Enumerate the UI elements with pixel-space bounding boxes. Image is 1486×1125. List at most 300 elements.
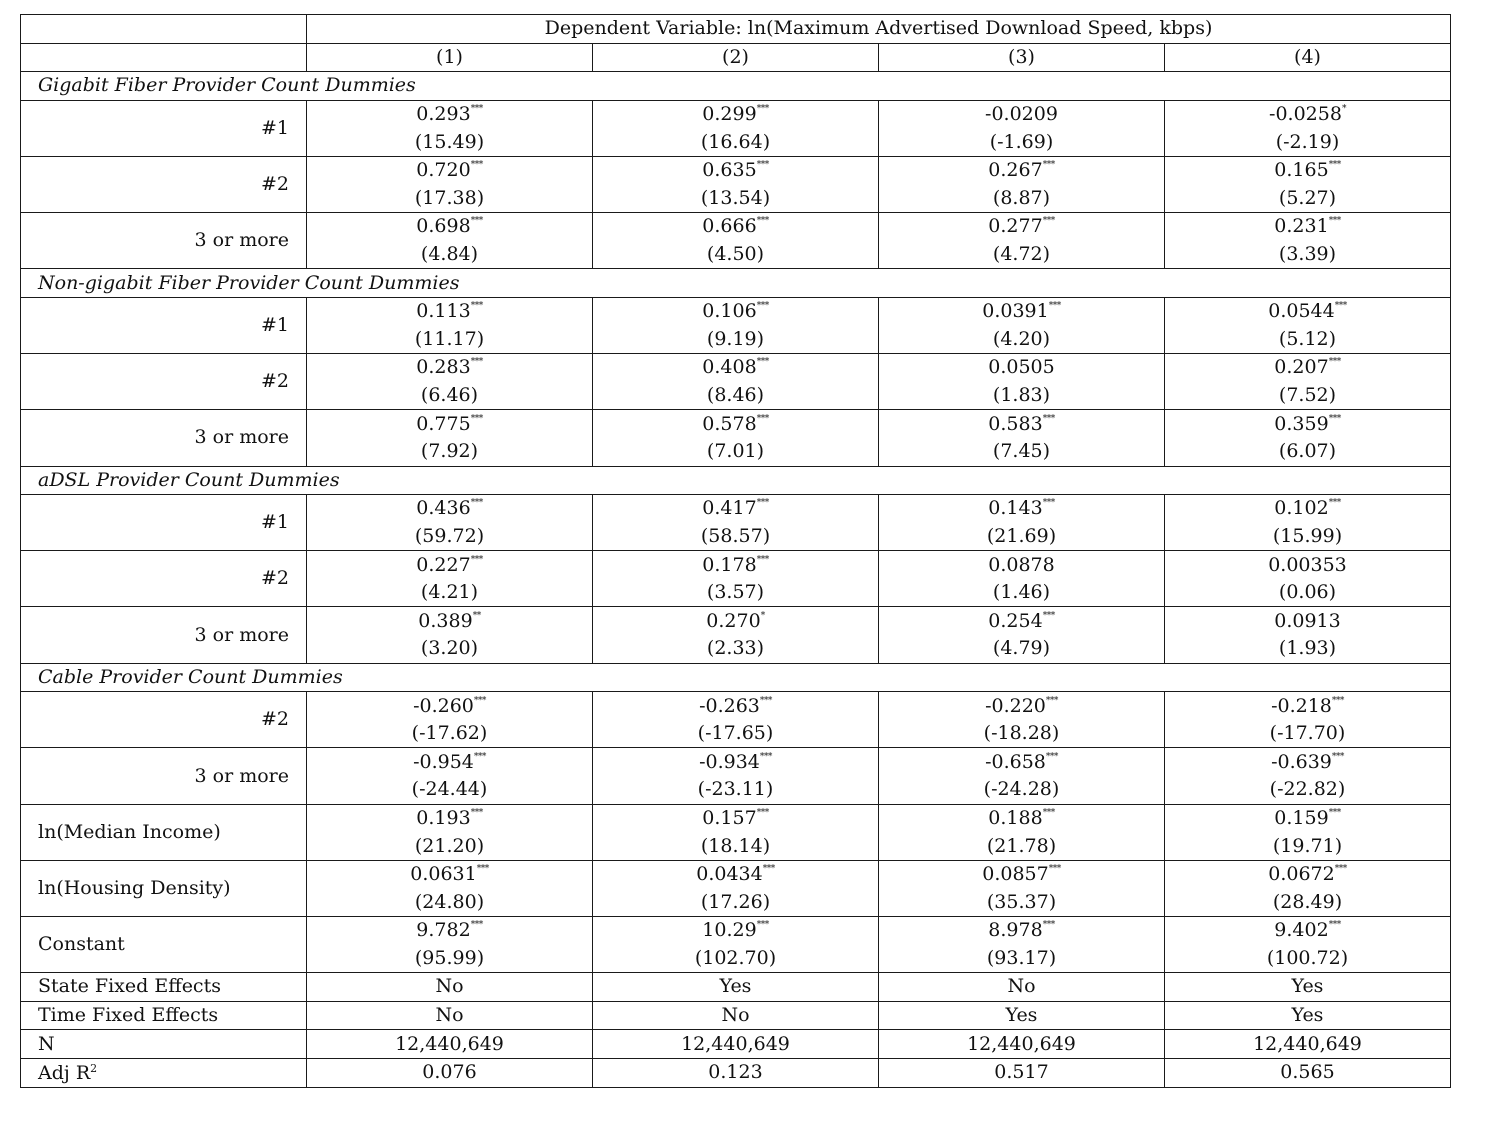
coefficient-value: 0.102 [1274,497,1329,520]
coefficient-cell [307,692,593,720]
dummy-coefficient-row [21,297,1451,325]
t-statistic-value: (4.79) [992,637,1051,660]
coefficient-value: -0.218 [1271,694,1332,717]
row-label-text: 3 or more [194,764,289,787]
coefficient-value: 0.193 [416,806,471,829]
t-statistic-cell [593,185,879,213]
t-statistic-cell [1165,382,1451,410]
coefficient-value: 0.227 [416,553,471,576]
coefficient-value: 0.0857 [982,863,1049,886]
coefficient-cell [1165,804,1451,832]
t-statistic-value: (-24.44) [411,778,488,801]
row-label-text: #2 [260,708,289,731]
coefficient-cell [593,692,879,720]
coefficient-cell [1165,860,1451,888]
coefficient-value: 0.0878 [988,553,1055,576]
coefficient-value: 0.436 [416,497,471,520]
coefficient-cell [879,213,1165,241]
significance-stars: *** [756,357,769,368]
t-statistic-cell [879,579,1165,607]
coefficient-cell [593,607,879,635]
coefficient-value: -0.260 [413,694,474,717]
t-statistic-value: (21.69) [986,524,1057,547]
control-label [21,860,307,916]
t-statistic-value: (-17.70) [1269,722,1346,745]
t-statistic-cell [307,888,593,916]
regression-table-container [20,14,1451,1088]
coefficient-cell [1165,607,1451,635]
t-statistic-cell [307,720,593,748]
coefficient-value: 0.00353 [1268,553,1347,576]
significance-stars: *** [1048,301,1061,312]
t-statistic-value: (18.14) [700,834,771,857]
significance-stars: *** [470,104,483,115]
t-statistic-cell [1165,579,1451,607]
t-statistic-cell [307,832,593,860]
coefficient-cell [593,156,879,184]
coefficient-value: 0.0434 [696,863,763,886]
significance-stars: *** [756,160,769,171]
significance-stars: *** [1331,751,1344,762]
coefficient-cell [307,917,593,945]
coefficient-value: 0.578 [702,412,757,435]
significance-stars: *** [470,301,483,312]
significance-stars: *** [1042,498,1055,509]
footer-value: 12,440,649 [307,1030,593,1059]
significance-stars: *** [759,751,772,762]
significance-stars: *** [756,104,769,115]
coefficient-cell [1165,354,1451,382]
header-row-columns [21,43,1451,72]
t-statistic-value: (102.70) [694,946,777,969]
dummy-coefficient-row [21,100,1451,128]
coefficient-cell [1165,100,1451,128]
row-label-text: 3 or more [194,229,289,252]
t-statistic-value: (5.27) [1278,186,1337,209]
significance-stars: *** [470,920,483,931]
t-statistic-value: (58.57) [700,524,771,547]
significance-stars: *** [1328,498,1341,509]
t-statistic-cell [1165,241,1451,269]
coefficient-cell [1165,495,1451,523]
t-statistic-value: (-23.11) [697,778,774,801]
t-statistic-value: (59.72) [414,524,485,547]
footer-value: 0.076 [307,1058,593,1087]
coefficient-cell [879,860,1165,888]
t-statistic-value: (2.33) [706,637,765,660]
coefficient-value: 0.720 [416,159,471,182]
coefficient-value: 0.417 [702,497,757,520]
t-statistic-cell [879,888,1165,916]
t-statistic-cell [1165,326,1451,354]
coefficient-value: 8.978 [988,919,1043,942]
coefficient-cell [593,297,879,325]
t-statistic-value: (-18.28) [983,722,1060,745]
coefficient-cell [307,213,593,241]
section-title: aDSL Provider Count Dummies [21,466,1451,495]
coefficient-value: 0.775 [416,412,471,435]
t-statistic-value: (1.83) [992,384,1051,407]
significance-stars: *** [756,216,769,227]
t-statistic-value: (1.93) [1278,637,1337,660]
footer-row [21,1001,1451,1030]
coefficient-cell [879,551,1165,579]
coefficient-cell [879,410,1165,438]
significance-stars: *** [1328,160,1341,171]
t-statistic-value: (-2.19) [1275,130,1340,153]
coefficient-cell [593,860,879,888]
significance-stars: *** [473,751,486,762]
significance-stars: *** [470,807,483,818]
significance-stars: *** [470,413,483,424]
significance-stars: *** [1334,301,1347,312]
t-statistic-value: (35.37) [986,890,1057,913]
t-statistic-cell [879,635,1165,663]
t-statistic-cell [879,945,1165,973]
t-statistic-value: (3.20) [420,637,479,660]
coefficient-cell [307,804,593,832]
coefficient-cell [1165,297,1451,325]
row-label-text: ln(Median Income) [38,820,221,843]
significance-stars: *** [1328,920,1341,931]
significance-stars: *** [476,864,489,875]
t-statistic-value: (11.17) [414,327,485,350]
footer-value: No [307,1001,593,1030]
footer-label [21,1030,307,1059]
dummy-label [21,495,307,551]
coefficient-cell [879,607,1165,635]
t-statistic-value: (6.07) [1278,440,1337,463]
t-statistic-cell [307,185,593,213]
coefficient-value: 9.402 [1274,919,1329,942]
footer-row [21,1030,1451,1059]
significance-stars: *** [470,216,483,227]
column-header: (1) [307,43,593,72]
coefficient-value: 0.270 [706,609,761,632]
coefficient-cell [307,551,593,579]
column-header: (4) [1165,43,1451,72]
t-statistic-cell [1165,185,1451,213]
coefficient-cell [593,917,879,945]
t-statistic-value: (0.06) [1278,581,1337,604]
significance-stars: *** [1045,751,1058,762]
significance-stars: *** [756,920,769,931]
coefficient-value: 0.277 [988,215,1043,238]
coefficient-value: -0.639 [1271,750,1332,773]
coefficient-value: 0.143 [988,497,1043,520]
t-statistic-cell [307,438,593,466]
dummy-coefficient-row [21,354,1451,382]
t-statistic-cell [593,832,879,860]
t-statistic-value: (-17.62) [411,722,488,745]
coefficient-value: 0.0505 [988,356,1055,379]
coefficient-value: 0.188 [988,806,1043,829]
coefficient-cell [307,860,593,888]
footer-value: Yes [1165,973,1451,1002]
t-statistic-value: (21.20) [414,834,485,857]
row-label-text: #1 [260,116,289,139]
t-statistic-value: (8.87) [992,186,1051,209]
coefficient-value: 0.283 [416,356,471,379]
footer-value: Yes [593,973,879,1002]
significance-stars: *** [756,498,769,509]
t-statistic-cell [1165,635,1451,663]
section-title: Gigabit Fiber Provider Count Dummies [21,72,1451,101]
coefficient-cell [879,804,1165,832]
t-statistic-cell [307,382,593,410]
footer-label [21,1058,307,1087]
t-statistic-cell [307,128,593,156]
coefficient-cell [879,297,1165,325]
dummy-label [21,354,307,410]
t-statistic-cell [1165,888,1451,916]
significance-stars: *** [1042,413,1055,424]
t-statistic-value: (-22.82) [1269,778,1346,801]
row-label-text: Constant [38,933,125,956]
coefficient-value: 0.583 [988,412,1043,435]
significance-stars: *** [470,160,483,171]
t-statistic-value: (19.71) [1272,834,1343,857]
coefficient-value: 9.782 [416,919,471,942]
coefficient-value: -0.934 [699,750,760,773]
dummy-label [21,551,307,607]
t-statistic-cell [593,776,879,804]
coefficient-cell [593,495,879,523]
t-statistic-value: (4.84) [420,243,479,266]
t-statistic-cell [593,635,879,663]
coefficient-cell [1165,692,1451,720]
coefficient-cell [593,551,879,579]
coefficient-cell [879,156,1165,184]
dummy-coefficient-row [21,213,1451,241]
t-statistic-value: (15.99) [1272,524,1343,547]
t-statistic-value: (15.49) [414,130,485,153]
t-statistic-cell [593,326,879,354]
t-statistic-cell [593,382,879,410]
t-statistic-cell [1165,523,1451,551]
coefficient-cell [593,410,879,438]
t-statistic-cell [879,832,1165,860]
significance-stars: *** [470,357,483,368]
footer-value: Yes [879,1001,1165,1030]
t-statistic-cell [1165,128,1451,156]
footer-label [21,973,307,1002]
row-label-text: 3 or more [194,426,289,449]
coefficient-value: 0.157 [702,806,757,829]
coefficient-value: 0.231 [1274,215,1329,238]
coefficient-cell [879,354,1165,382]
t-statistic-cell [593,888,879,916]
row-label-text: #1 [260,314,289,337]
t-statistic-value: (17.26) [700,890,771,913]
section-title: Cable Provider Count Dummies [21,663,1451,692]
section-title: Non-gigabit Fiber Provider Count Dummies [21,269,1451,298]
t-statistic-cell [879,185,1165,213]
t-statistic-value: (4.50) [706,243,765,266]
t-statistic-value: (3.57) [706,581,765,604]
t-statistic-cell [879,128,1165,156]
t-statistic-value: (7.52) [1278,384,1337,407]
dummy-label [21,156,307,212]
t-statistic-value: (4.72) [992,243,1051,266]
t-statistic-value: (4.21) [420,581,479,604]
t-statistic-value: (17.38) [414,186,485,209]
dependent-variable-header: Dependent Variable: ln(Maximum Advertised Download Speed, kbps) [307,15,1451,44]
coefficient-value: 0.207 [1274,356,1329,379]
t-statistic-cell [1165,720,1451,748]
t-statistic-value: (-1.69) [989,130,1054,153]
significance-stars: ** [472,610,481,621]
coefficient-cell [593,804,879,832]
coefficient-value: 0.106 [702,300,757,323]
coefficient-value: 0.0672 [1268,863,1335,886]
section-header-row [21,663,1451,692]
t-statistic-cell [1165,776,1451,804]
coefficient-cell [1165,213,1451,241]
coefficient-value: 0.293 [416,103,471,126]
significance-stars: *** [1042,160,1055,171]
coefficient-value: 0.635 [702,159,757,182]
significance-stars: *** [470,554,483,565]
significance-stars: * [760,610,765,621]
dummy-coefficient-row [21,607,1451,635]
t-statistic-value: (8.46) [706,384,765,407]
footer-label-text: Adj R [38,1061,91,1084]
footer-label-text: State Fixed Effects [38,975,221,998]
significance-stars: *** [1328,216,1341,227]
control-coefficient-row [21,804,1451,832]
coefficient-cell [1165,156,1451,184]
dummy-coefficient-row [21,551,1451,579]
regression-table-body [21,15,1451,1088]
regression-table [20,14,1451,1088]
coefficient-value: 0.299 [702,103,757,126]
dummy-coefficient-row [21,748,1451,776]
coefficient-value: 0.0391 [982,300,1049,323]
significance-stars: *** [1042,807,1055,818]
footer-value: 0.517 [879,1058,1165,1087]
t-statistic-cell [593,523,879,551]
t-statistic-cell [879,776,1165,804]
footer-value: 12,440,649 [1165,1030,1451,1059]
significance-stars: *** [756,301,769,312]
significance-stars: *** [470,498,483,509]
t-statistic-value: (100.72) [1266,946,1349,969]
t-statistic-cell [879,326,1165,354]
t-statistic-value: (-17.65) [697,722,774,745]
t-statistic-cell [307,326,593,354]
column-header: (2) [593,43,879,72]
dummy-label [21,692,307,748]
coefficient-value: -0.220 [985,694,1046,717]
superscript: 2 [90,1061,97,1075]
t-statistic-cell [593,438,879,466]
section-header-row [21,72,1451,101]
footer-row [21,973,1451,1002]
t-statistic-cell [1165,945,1451,973]
t-statistic-cell [879,241,1165,269]
coefficient-value: 0.267 [988,159,1043,182]
coefficient-value: 0.159 [1274,806,1329,829]
t-statistic-cell [307,635,593,663]
t-statistic-value: (95.99) [414,946,485,969]
significance-stars: *** [1328,413,1341,424]
t-statistic-value: (3.39) [1278,243,1337,266]
t-statistic-cell [879,523,1165,551]
t-statistic-cell [307,945,593,973]
significance-stars: * [1341,104,1346,115]
coefficient-cell [879,100,1165,128]
section-header-row [21,466,1451,495]
t-statistic-cell [1165,438,1451,466]
t-statistic-cell [307,241,593,269]
header-stub [21,15,307,44]
t-statistic-value: (4.20) [992,327,1051,350]
footer-label-text: Time Fixed Effects [38,1004,219,1027]
coefficient-cell [879,917,1165,945]
t-statistic-value: (28.49) [1272,890,1343,913]
footer-value: 12,440,649 [593,1030,879,1059]
t-statistic-value: (13.54) [700,186,771,209]
t-statistic-value: (7.45) [992,440,1051,463]
coefficient-value: 0.359 [1274,412,1329,435]
coefficient-value: 0.0913 [1274,609,1341,632]
significance-stars: *** [1334,864,1347,875]
coefficient-value: 0.254 [988,609,1043,632]
coefficient-value: 0.0631 [410,863,477,886]
header-stub [21,43,307,72]
coefficient-cell [879,495,1165,523]
t-statistic-value: (1.46) [992,581,1051,604]
t-statistic-cell [593,241,879,269]
t-statistic-cell [307,579,593,607]
control-coefficient-row [21,860,1451,888]
significance-stars: *** [756,413,769,424]
coefficient-value: -0.0209 [985,103,1058,126]
t-statistic-value: (93.17) [986,946,1057,969]
coefficient-cell [307,495,593,523]
column-header: (3) [879,43,1165,72]
coefficient-cell [307,354,593,382]
t-statistic-value: (7.92) [420,440,479,463]
t-statistic-value: (21.78) [986,834,1057,857]
coefficient-cell [1165,551,1451,579]
coefficient-cell [307,100,593,128]
coefficient-value: 0.0544 [1268,300,1335,323]
significance-stars: *** [762,864,775,875]
row-label-text: #2 [260,567,289,590]
t-statistic-value: (6.46) [420,384,479,407]
coefficient-cell [1165,748,1451,776]
row-label-text: #2 [260,370,289,393]
dummy-label [21,748,307,804]
control-coefficient-row [21,917,1451,945]
coefficient-cell [307,297,593,325]
coefficient-value: -0.263 [699,694,760,717]
significance-stars: *** [1042,216,1055,227]
footer-row [21,1058,1451,1087]
footer-value: 0.123 [593,1058,879,1087]
significance-stars: *** [1042,920,1055,931]
footer-value: No [593,1001,879,1030]
coefficient-value: 0.178 [702,553,757,576]
dummy-coefficient-row [21,156,1451,184]
dummy-label [21,410,307,466]
coefficient-cell [307,748,593,776]
t-statistic-cell [307,523,593,551]
coefficient-cell [1165,410,1451,438]
significance-stars: *** [756,807,769,818]
